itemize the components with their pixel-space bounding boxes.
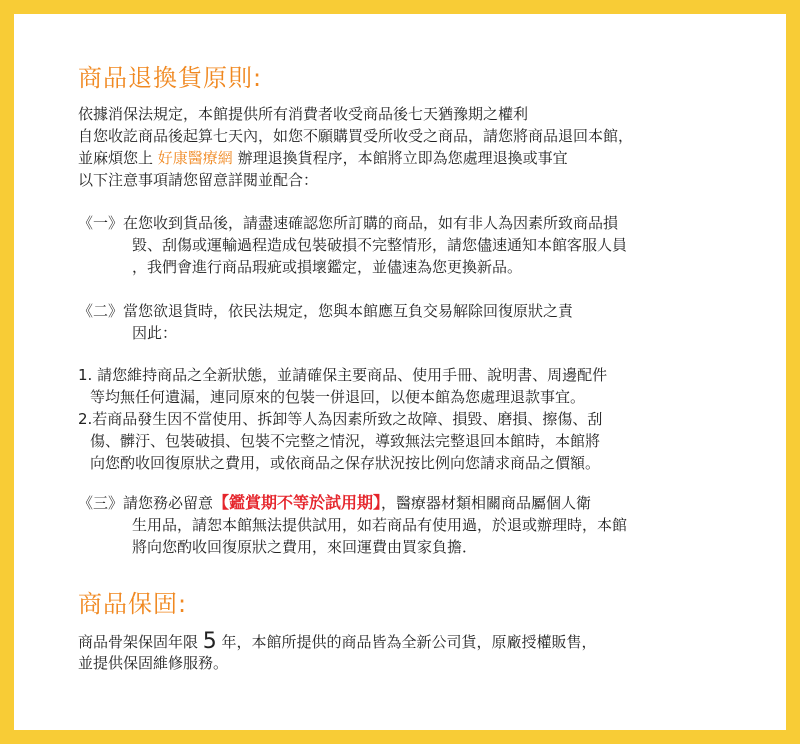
condition-line: 向您酌收回復原狀之費用，或依商品之保存狀況按比例向您請求商品之價額。 (90, 454, 601, 472)
policy-item-1 (78, 212, 718, 278)
condition-line: 傷、髒汙、包裝破損、包裝不完整之情況，導致無法完整退回本館時，本館將 (90, 432, 601, 450)
policy-item-text: ，醫療器材類相關商品屬個人衛 (381, 494, 592, 512)
intro-line: 自您收訖商品後起算七天內，如您不願購買受所收受之商品，請您將商品退回本館， (78, 127, 634, 145)
warranty-title: 商品保固: (78, 590, 188, 618)
trial-period-warning: 【鑑賞期不等於試用期】 (213, 493, 382, 512)
condition-line: 2.若商品發生因不當使用、拆卸等人為因素所致之故障、損毀、磨損、擦傷、刮 (78, 410, 603, 428)
intro-line (78, 147, 718, 169)
policy-item-line: 將向您酌收回復原狀之費用，來回運費由買家負擔． (132, 538, 478, 556)
intro-line: 依據消保法規定，本館提供所有消費者收受商品後七天猶豫期之權利 (78, 105, 529, 123)
return-conditions (78, 364, 718, 474)
policy-item-line: 《一》在您收到貨品後，請盡速確認您所訂購的商品，如有非人為因素所致商品損 (78, 214, 619, 232)
return-policy-intro (78, 103, 718, 191)
policy-item-text: 《三》請您務必留意 (78, 494, 214, 512)
warranty-text-part: 商品骨架保固年限 (78, 633, 203, 651)
policy-item-line: 生用品，請恕本館無法提供試用，如若商品有使用過，於退或辦理時，本館 (132, 516, 628, 534)
site-name-link[interactable]: 好康醫療網 (157, 149, 233, 167)
warranty-line (78, 630, 718, 652)
intro-line: 以下注意事項請您留意詳閱並配合： (78, 171, 319, 189)
policy-item-line: 因此： (132, 324, 178, 342)
policy-item-line: 《二》當您欲退貨時，依民法規定，您與本館應互負交易解除回復原狀之責 (78, 302, 574, 320)
warranty-text-part: 年，本館所提供的商品皆為全新公司貨，原廠授權販售， (216, 633, 597, 651)
condition-line: 1. 請您維持商品之全新狀態，並請確保主要商品、使用手冊、說明書、周邊配件 (78, 366, 608, 384)
policy-item-3 (78, 492, 718, 558)
intro-text: 辦理退換貨程序，本館將立即為您處理退換或事宜 (232, 149, 568, 167)
intro-text: 並麻煩您上 (78, 149, 158, 167)
warranty-text (78, 630, 718, 674)
return-policy-title: 商品退換貨原則: (78, 64, 263, 92)
policy-item-line (78, 492, 718, 514)
warranty-years: 5 (202, 629, 217, 654)
policy-item-2 (78, 300, 718, 344)
condition-line: 等均無任何遺漏，連同原來的包裝一併退回，以便本館為您處理退款事宜。 (90, 388, 586, 406)
warranty-line: 並提供保固維修服務。 (78, 654, 229, 672)
policy-item-line: 毀、刮傷或運輸過程造成包裝破損不完整情形，請您儘速通知本館客服人員 (132, 236, 628, 254)
policy-item-line: ，我們會進行商品瑕疵或損壞鑑定，並儘速為您更換新品。 (132, 258, 523, 276)
